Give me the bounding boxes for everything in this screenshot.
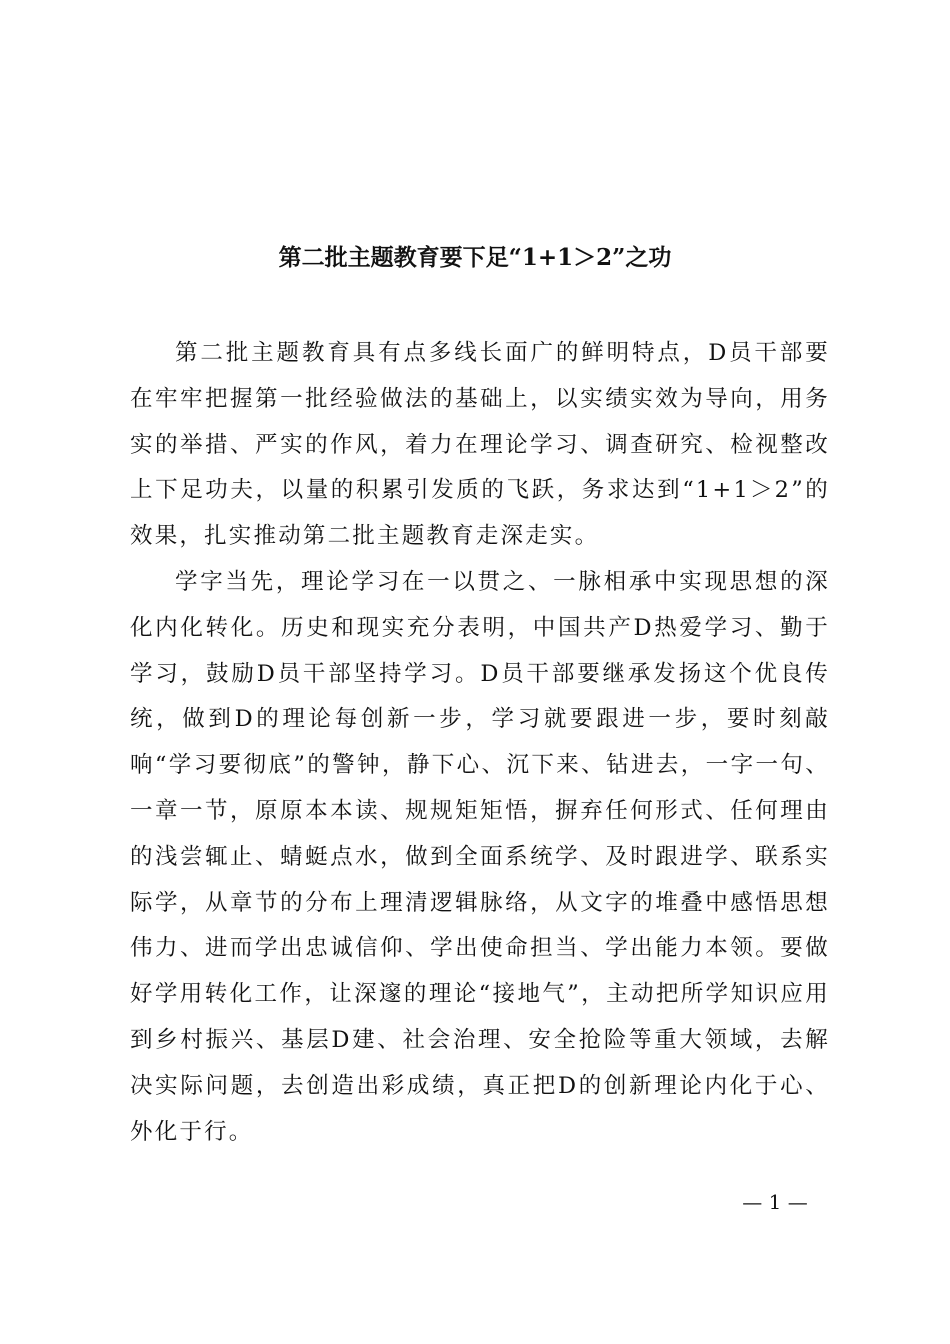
paragraph-theory-study: 学字当先，理论学习在一以贯之、一脉相承中实现思想的深化内化转化。历史和现实充分表明，中国共产D热爱学习、勤于学习，鼓励D员干部坚持学习。D员干部要继承发扬这个优良传统，做到D的理论每创新一步，学习就要跟进一步，要时刻敲响“学习要彻底”的警钟，静下心、沉下来、钻进去，一字一句、一章一节，原原本本读、规规矩矩悟，摒弃任何形式、任何理由的浅尝辄止、蜻蜓点水，做到全面系统学、及时跟进学、联系实际学，从章节的分布上理清逻辑脉络，从文字的堆叠中感悟思想伟力、进而学出忠诚信仰、学出使命担当、学出能力本领。要做好学用转化工作，让深邃的理论“接地气”，主动把所学知识应用到乡村振兴、基层D建、社会治理、安全抢险等重大领域，去解决实际问题，去创造出彩成绩，真正把D的创新理论内化于心、外化于行。 — [130, 568, 830, 1145]
document-body — [130, 331, 830, 1155]
paragraph-intro: 第二批主题教育具有点多线长面广的鲜明特点，D员干部要在牢牢把握第一批经验做法的基础上，以实绩实效为导向，用务实的举措、严实的作风，着力在理论学习、调查研究、检视整改上下足功夫，以量的积累引发质的飞跃，务求达到“1+1＞2”的效果，扎实推动第二批主题教育走深走实。 — [130, 340, 830, 550]
document-title: 第二批主题教育要下足“1+1＞2”之功 — [278, 244, 672, 271]
page-number: — 1 — — [742, 1190, 808, 1214]
